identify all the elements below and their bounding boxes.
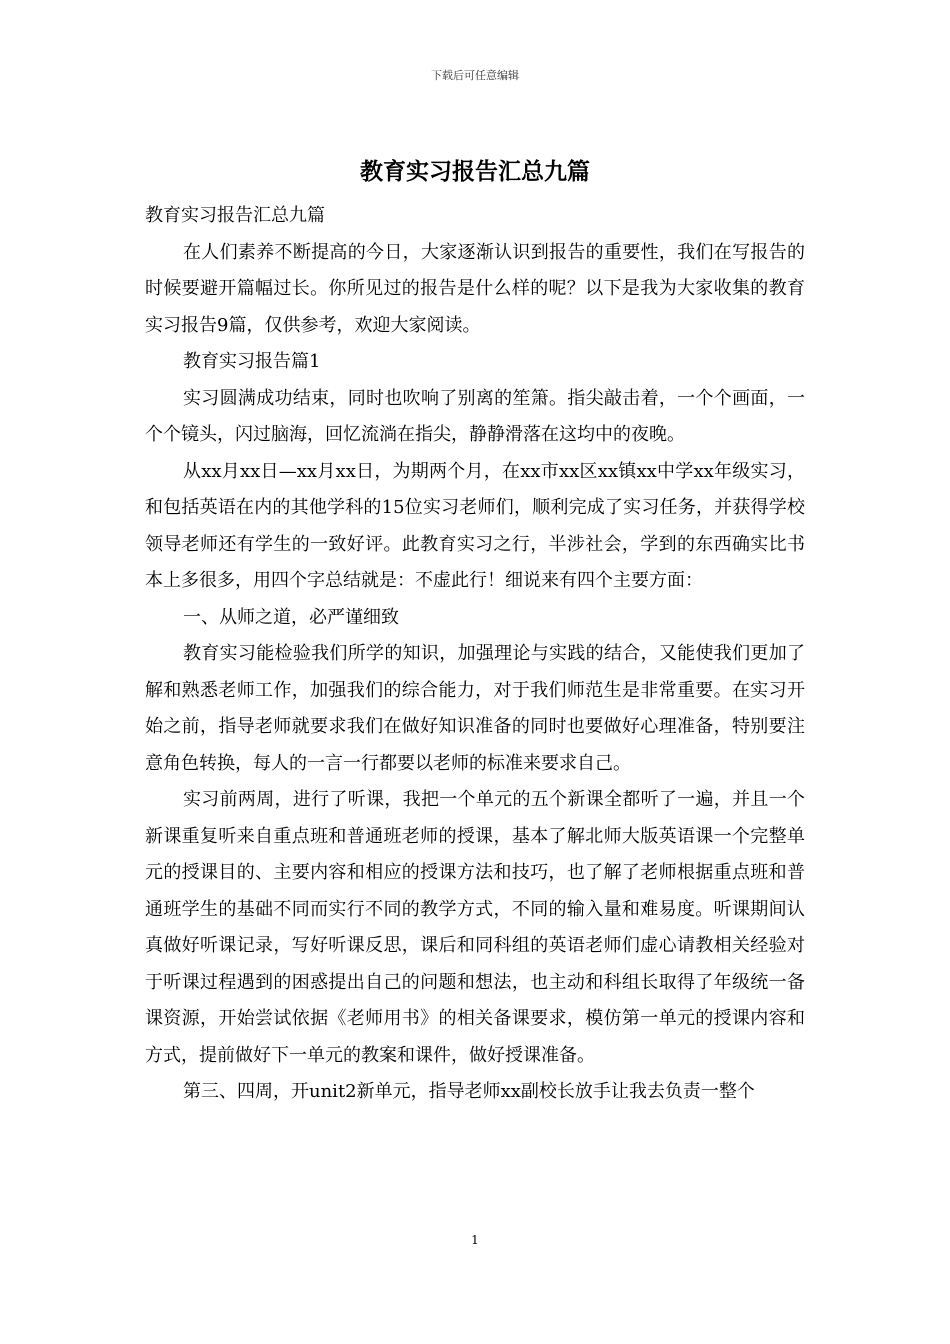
paragraph: 第三、四周，开unit2新单元，指导老师xx副校长放手让我去负责一整个 bbox=[183, 1081, 755, 1102]
document-body bbox=[145, 198, 805, 1111]
section-heading-part1: 教育实习报告篇1 bbox=[183, 351, 321, 372]
paragraph: 实习前两周，进行了听课，我把一个单元的五个新课全都听了一遍，并且一个新课重复听来自重点班和普通班老师的授课，基本了解北师大版英语课一个完整单元的授课目的、主要内容和相应的授课方法和技巧，也了解了老师根据重点班和普通班学生的基础不同而实行不同的教学方式，不同的输入量和难易度。听课期间认真做好听课记录，写好听课反思，课后和同科组的英语老师们虚心请教相关经验对于听课过程遇到的困惑提出自己的问题和想法，也主动和科组长取得了年级统一备课资源，开始尝试依据《老师用书》的相关备课要求，模仿第一单元的授课内容和方式，提前做好下一单元的教案和课件，做好授课准备。 bbox=[145, 789, 805, 1066]
document-title: 教育实习报告汇总九篇 bbox=[360, 158, 590, 185]
section-heading-teaching-way: 一、从师之道，必严谨细致 bbox=[183, 606, 399, 628]
paragraph: 教育实习能检验我们所学的知识，加强理论与实践的结合，又能使我们更加了解和熟悉老师工作，加强我们的综合能力，对于我们师范生是非常重要。在实习开始之前，指导老师就要求我们在做好知识准备的同时也要做好心理准备，特别要注意角色转换，每人的一言一行都要以老师的标准来要求自己。 bbox=[145, 643, 805, 774]
paragraph: 实习圆满成功结束，同时也吹响了别离的笙箫。指尖敲击着，一个个画面，一个个镜头，闪过脑海，回忆流淌在指尖，静静滑落在这均中的夜晚。 bbox=[145, 387, 805, 445]
page-header-note: 下载后可任意编辑 bbox=[431, 69, 519, 82]
paragraph: 从xx月xx日—xx月xx日，为期两个月，在xx市xx区xx镇xx中学xx年级实习，和包括英语在内的其他学科的15位实习老师们，顺利完成了实习任务，并获得学校领导老师还有学生的一致好评。此教育实习之行，半涉社会，学到的东西确实比书本上多很多，用四个字总结就是：不虚此行！细说来有四个主要方面： bbox=[145, 460, 805, 591]
document-subtitle: 教育实习报告汇总九篇 bbox=[145, 205, 325, 226]
page-number: 1 bbox=[471, 1233, 479, 1247]
paragraph-intro: 在人们素养不断提高的今日，大家逐渐认识到报告的重要性，我们在写报告的时候要避开篇幅过长。你所见过的报告是什么样的呢？以下是我为大家收集的教育实习报告9篇，仅供参考，欢迎大家阅读。 bbox=[145, 241, 805, 336]
